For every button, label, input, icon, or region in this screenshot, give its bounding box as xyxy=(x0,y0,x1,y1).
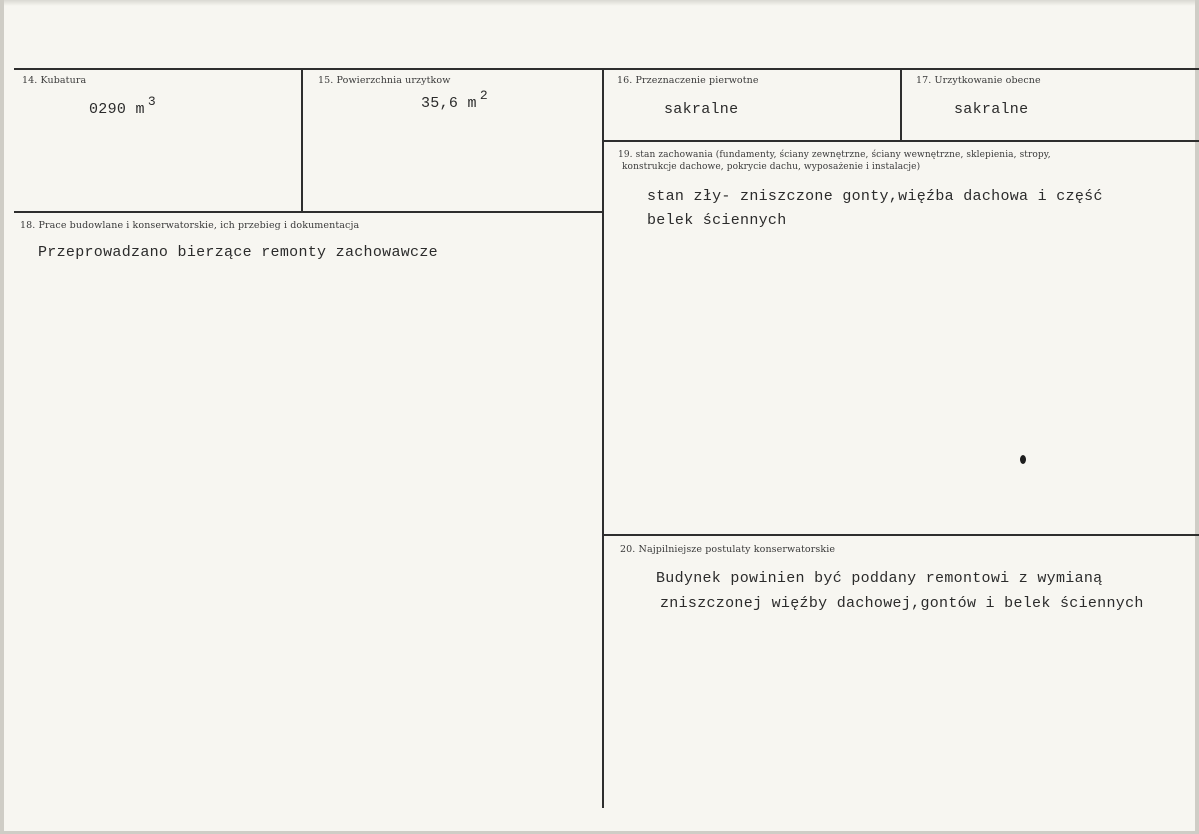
rule-14-15-bottom xyxy=(14,211,604,213)
field-18-value: Przeprowadzano bierzące remonty zachowawcze xyxy=(38,244,438,261)
field-15-label: 15. Powierzchnia urzytkow xyxy=(318,75,451,86)
paper-edge-right xyxy=(1195,0,1199,834)
field-15-unit: m xyxy=(467,95,477,112)
field-14-unit: m xyxy=(135,101,145,118)
center-divider xyxy=(602,68,604,808)
rule-19-bottom xyxy=(604,534,1199,536)
field-20-label: 20. Najpilniejsze postulaty konserwatorskie xyxy=(620,544,836,555)
field-16-value: sakralne xyxy=(664,101,739,118)
field-18-label: 18. Prace budowlane i konserwatorskie, ich przebieg i dokumentacja xyxy=(20,220,360,231)
field-14-exponent: 3 xyxy=(147,94,156,109)
field-15-value xyxy=(421,88,488,112)
field-17-label: 17. Urzytkowanie obecne xyxy=(916,75,1041,86)
field-17-value: sakralne xyxy=(954,101,1029,118)
field-15-exponent: 2 xyxy=(479,88,488,103)
ink-blot xyxy=(1020,455,1026,464)
field-19-label-line2: konstrukcje dachowe, pokrycie dachu, wyposażenie i instalacje) xyxy=(622,162,921,172)
field-16-label: 16. Przeznaczenie pierwotne xyxy=(617,75,759,86)
field-14-label: 14. Kubatura xyxy=(22,75,87,86)
rule-16-17-bottom xyxy=(604,140,1199,142)
field-15-number: 35,6 xyxy=(421,95,459,112)
field-20-value-line2: zniszczonej więźby dachowej,gontów i belek ściennych xyxy=(660,595,1144,612)
paper-edge-top xyxy=(0,0,1199,6)
field-20-value-line1: Budynek powinien być poddany remontowi z wymianą xyxy=(656,570,1103,587)
divider-16-17 xyxy=(900,68,902,140)
field-14-number: 0290 xyxy=(89,101,127,118)
field-19-label-line1: 19. stan zachowania (fundamenty, ściany zewnętrzne, ściany wewnętrzne, sklepienia, stropy, xyxy=(618,150,1051,160)
field-19-value-line1: stan zły- zniszczone gonty,więźba dachowa i część xyxy=(647,188,1103,205)
top-rule xyxy=(14,68,1199,70)
paper-edge-left xyxy=(0,0,4,834)
field-19-value-line2: belek ściennych xyxy=(647,212,787,229)
field-14-value xyxy=(89,94,156,118)
divider-14-15 xyxy=(301,68,303,211)
